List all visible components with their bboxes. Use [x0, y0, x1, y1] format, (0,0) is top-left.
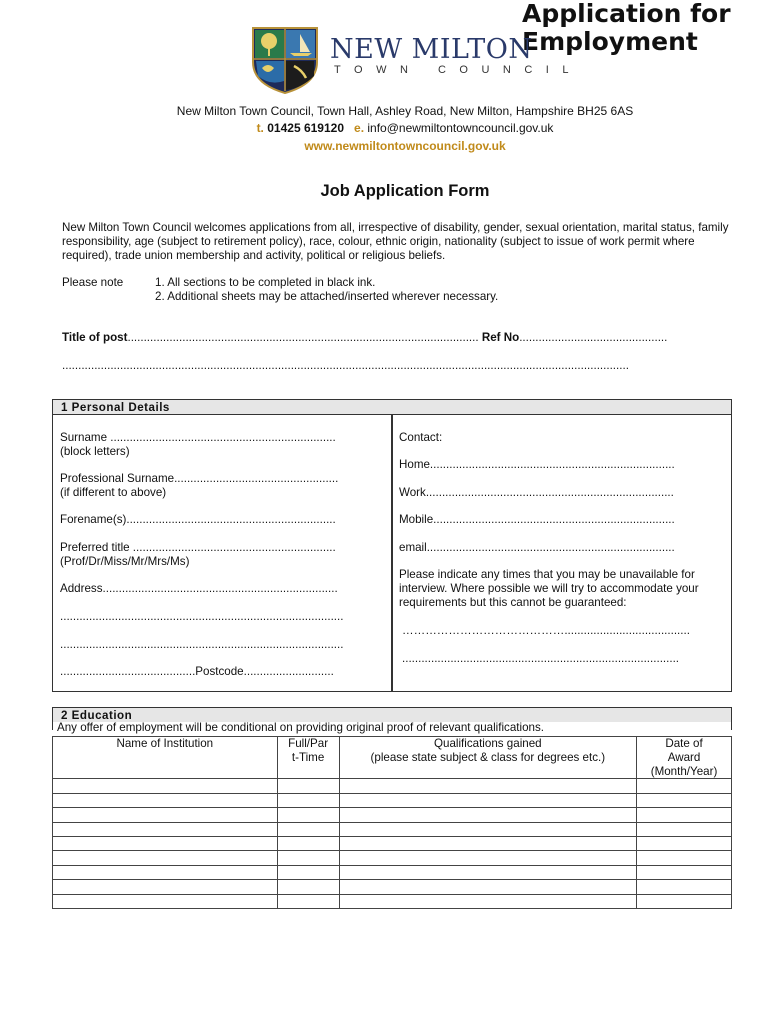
- postcode-field[interactable]: ..........................................Postcode............................: [60, 665, 334, 678]
- table-cell[interactable]: [637, 808, 732, 822]
- education-section: [52, 707, 732, 734]
- table-cell[interactable]: [637, 836, 732, 850]
- mobile-field[interactable]: Mobile...........................................................................: [399, 513, 675, 526]
- table-cell[interactable]: [339, 836, 636, 850]
- table-cell[interactable]: [339, 808, 636, 822]
- table-row: [53, 779, 732, 793]
- table-cell[interactable]: [53, 894, 278, 908]
- table-cell[interactable]: [53, 880, 278, 894]
- table-row: [53, 822, 732, 836]
- contact-label: Contact:: [399, 431, 443, 444]
- table-cell[interactable]: [277, 880, 339, 894]
- table-cell[interactable]: [637, 880, 732, 894]
- intro-paragraph: New Milton Town Council welcomes applications from all, irrespective of disability, gender, sexual orientation, marital status, family responsibility, age (subject to retirement policy), race, colour, ethnic origin, nationality (subject to issue of work permit where required), trade union membership and activity, political or religious beliefs.: [62, 221, 729, 262]
- education-note: Any offer of employment will be conditional on providing original proof of relevant qualifications.: [57, 721, 544, 734]
- surname-field[interactable]: Surname ...................................................................... (block letters): [60, 431, 336, 458]
- table-row: [53, 836, 732, 850]
- table-cell[interactable]: [339, 779, 636, 793]
- table-cell[interactable]: [277, 808, 339, 822]
- address-line-2[interactable]: ........................................................................................: [60, 610, 344, 623]
- home-phone-field[interactable]: Home............................................................................: [399, 458, 675, 471]
- col-full-part-time: Full/Par t-Time: [277, 737, 339, 779]
- note-item: 1. All sections to be completed in black ink.: [155, 276, 376, 289]
- preferred-title-field[interactable]: Preferred title ............................................................... (Prof/Dr/Miss/Mr/Mrs/Ms): [60, 541, 336, 568]
- table-cell[interactable]: [339, 894, 636, 908]
- address-line-3[interactable]: ........................................................................................: [60, 638, 344, 651]
- address-field[interactable]: Address.........................................................................: [60, 582, 338, 595]
- table-cell[interactable]: [277, 836, 339, 850]
- professional-surname-field[interactable]: Professional Surname................................................... (if different to above): [60, 472, 339, 499]
- forenames-field[interactable]: Forename(s).................................................................: [60, 513, 336, 526]
- table-cell[interactable]: [637, 851, 732, 865]
- org-subtitle: TOWN COUNCIL: [334, 64, 582, 76]
- unavailability-line-2[interactable]: ......................................................................................: [402, 652, 680, 665]
- section-heading: 1 Personal Details: [53, 400, 731, 415]
- table-row: [53, 808, 732, 822]
- col-qualifications: Qualifications gained (please state subject & class for degrees etc.): [339, 737, 636, 779]
- table-cell[interactable]: [53, 865, 278, 879]
- table-row: [53, 793, 732, 807]
- table-cell[interactable]: [637, 793, 732, 807]
- table-cell[interactable]: [277, 865, 339, 879]
- table-cell[interactable]: [53, 779, 278, 793]
- table-cell[interactable]: [53, 808, 278, 822]
- education-table: [52, 736, 732, 909]
- title-of-post-continuation[interactable]: ................................................................................................................................................................................: [62, 359, 629, 372]
- unavailability-line-1[interactable]: …………………………………….......................................: [402, 624, 690, 637]
- form-title: Job Application Form: [320, 182, 490, 200]
- table-row: [53, 894, 732, 908]
- section-heading: 2 Education: [53, 708, 731, 722]
- table-cell[interactable]: [277, 851, 339, 865]
- email-link[interactable]: info@newmiltontowncouncil.gov.uk: [367, 121, 554, 135]
- note-list: [155, 276, 498, 304]
- table-cell[interactable]: [53, 836, 278, 850]
- email-field[interactable]: email.............................................................................: [399, 541, 675, 554]
- table-cell[interactable]: [53, 851, 278, 865]
- col-date-of-award: Date of Award (Month/Year): [637, 737, 732, 779]
- council-address: New Milton Town Council, Town Hall, Ashley Road, New Milton, Hampshire BH25 6AS: [176, 104, 634, 118]
- table-cell[interactable]: [339, 851, 636, 865]
- org-name: NEW MILTON: [330, 34, 533, 65]
- note-label: Please note: [62, 276, 124, 289]
- unavailability-note: Please indicate any times that you may be unavailable for interview. Where possible we will try to accommodate your requirements but this cannot be guaranteed:: [399, 568, 699, 609]
- table-row: [53, 851, 732, 865]
- table-row: [53, 880, 732, 894]
- col-institution: Name of Institution: [53, 737, 278, 779]
- table-cell[interactable]: [53, 822, 278, 836]
- table-cell[interactable]: [637, 865, 732, 879]
- table-cell[interactable]: [53, 793, 278, 807]
- table-cell[interactable]: [277, 793, 339, 807]
- table-cell[interactable]: [637, 779, 732, 793]
- contact-line: t. 01425 619120 e. info@newmiltontowncouncil.gov.uk: [256, 121, 554, 135]
- website-link[interactable]: www.newmiltontowncouncil.gov.uk: [304, 139, 506, 153]
- table-cell[interactable]: [339, 822, 636, 836]
- table-cell[interactable]: [277, 779, 339, 793]
- work-phone-field[interactable]: Work.............................................................................: [399, 486, 674, 499]
- table-cell[interactable]: [277, 822, 339, 836]
- table-cell[interactable]: [339, 865, 636, 879]
- document-title: Application for Employment: [522, 0, 731, 56]
- table-cell[interactable]: [339, 793, 636, 807]
- title-of-post-field[interactable]: Title of post............................................................................................................. Ref No..............................................: [62, 331, 668, 344]
- note-item: 2. Additional sheets may be attached/inserted wherever necessary.: [155, 290, 499, 303]
- council-crest-logo: [250, 26, 320, 94]
- table-row: [53, 865, 732, 879]
- column-divider: [391, 415, 393, 691]
- table-cell[interactable]: [277, 894, 339, 908]
- table-cell[interactable]: [339, 880, 636, 894]
- table-cell[interactable]: [637, 822, 732, 836]
- table-cell[interactable]: [637, 894, 732, 908]
